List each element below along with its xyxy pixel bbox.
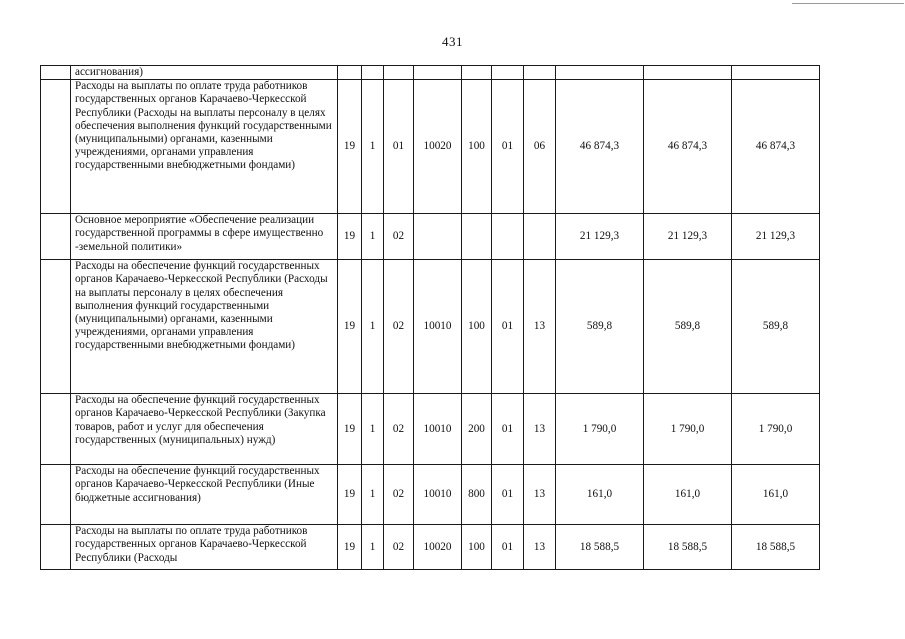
program-code: 19 bbox=[338, 80, 362, 214]
row-description: Расходы на обеспечение функций государственных органов Карачаево-Черкесской Республики (Расходы на выплаты персоналу в целях обеспечения выполнения функций государственными (муниципальными) органами, казенными учреждениями, органами управления государственными внебюджетными фондами) bbox=[71, 260, 338, 394]
main-measure-code: 02 bbox=[384, 525, 414, 570]
section-code bbox=[492, 214, 524, 260]
amount-year-3: 46 874,3 bbox=[732, 80, 820, 214]
direction-code: 10020 bbox=[414, 525, 462, 570]
amount-year-3: 18 588,5 bbox=[732, 525, 820, 570]
section-code bbox=[492, 66, 524, 80]
row-description: ассигнования) bbox=[71, 66, 338, 80]
amount-year-2: 21 129,3 bbox=[644, 214, 732, 260]
table-row bbox=[41, 214, 820, 260]
section-code: 01 bbox=[492, 80, 524, 214]
amount-year-1: 46 874,3 bbox=[556, 80, 644, 214]
amount-year-1: 161,0 bbox=[556, 465, 644, 525]
table-row bbox=[41, 465, 820, 525]
table-row bbox=[41, 394, 820, 465]
main-measure-code: 02 bbox=[384, 214, 414, 260]
expense-type-code: 100 bbox=[462, 525, 492, 570]
expense-type-code: 100 bbox=[462, 260, 492, 394]
scan-artifact-line bbox=[792, 3, 904, 4]
table-row bbox=[41, 80, 820, 214]
amount-year-1: 589,8 bbox=[556, 260, 644, 394]
direction-code: 10010 bbox=[414, 260, 462, 394]
row-description: Расходы на выплаты по оплате труда работников государственных органов Карачаево-Черкесской Республики (Расходы на выплаты персоналу в целях обеспечения выполнения функций государственными (муниципальными) органами, казенными учреждениями, органами управления государственными внебюджетными фондами) bbox=[71, 80, 338, 214]
subsection-code: 13 bbox=[524, 394, 556, 465]
subsection-code: 13 bbox=[524, 465, 556, 525]
direction-code bbox=[414, 66, 462, 80]
section-code: 01 bbox=[492, 260, 524, 394]
program-code: 19 bbox=[338, 214, 362, 260]
table-row bbox=[41, 260, 820, 394]
amount-year-3: 1 790,0 bbox=[732, 394, 820, 465]
row-index-cell bbox=[41, 260, 71, 394]
amount-year-1: 18 588,5 bbox=[556, 525, 644, 570]
budget-table bbox=[40, 65, 820, 570]
amount-year-2: 161,0 bbox=[644, 465, 732, 525]
subprogram-code: 1 bbox=[362, 394, 384, 465]
row-description: Расходы на обеспечение функций государственных органов Карачаево-Черкесской Республики (Иные бюджетные ассигнования) bbox=[71, 465, 338, 525]
subsection-code bbox=[524, 214, 556, 260]
main-measure-code: 02 bbox=[384, 465, 414, 525]
amount-year-2: 18 588,5 bbox=[644, 525, 732, 570]
amount-year-1: 1 790,0 bbox=[556, 394, 644, 465]
row-description: Основное мероприятие «Обеспечение реализации государственной программы в сфере имущественно -земельной политики» bbox=[71, 214, 338, 260]
subsection-code: 13 bbox=[524, 260, 556, 394]
program-code: 19 bbox=[338, 260, 362, 394]
subprogram-code: 1 bbox=[362, 260, 384, 394]
amount-year-2: 46 874,3 bbox=[644, 80, 732, 214]
subprogram-code: 1 bbox=[362, 214, 384, 260]
program-code: 19 bbox=[338, 465, 362, 525]
expense-type-code: 200 bbox=[462, 394, 492, 465]
main-measure-code: 02 bbox=[384, 260, 414, 394]
subprogram-code: 1 bbox=[362, 525, 384, 570]
program-code: 19 bbox=[338, 394, 362, 465]
section-code: 01 bbox=[492, 525, 524, 570]
subsection-code bbox=[524, 66, 556, 80]
amount-year-3: 161,0 bbox=[732, 465, 820, 525]
direction-code bbox=[414, 214, 462, 260]
table-row bbox=[41, 66, 820, 80]
direction-code: 10010 bbox=[414, 394, 462, 465]
amount-year-1 bbox=[556, 66, 644, 80]
subsection-code: 13 bbox=[524, 525, 556, 570]
amount-year-3 bbox=[732, 66, 820, 80]
row-index-cell bbox=[41, 66, 71, 80]
subprogram-code: 1 bbox=[362, 80, 384, 214]
main-measure-code: 01 bbox=[384, 80, 414, 214]
subsection-code: 06 bbox=[524, 80, 556, 214]
row-description: Расходы на выплаты по оплате труда работников государственных органов Карачаево-Черкесской Республики (Расходы bbox=[71, 525, 338, 570]
direction-code: 10010 bbox=[414, 465, 462, 525]
row-index-cell bbox=[41, 394, 71, 465]
program-code: 19 bbox=[338, 525, 362, 570]
row-description: Расходы на обеспечение функций государственных органов Карачаево-Черкесской Республики (Закупка товаров, работ и услуг для обеспечения государственных (муниципальных) нужд) bbox=[71, 394, 338, 465]
row-index-cell bbox=[41, 525, 71, 570]
expense-type-code: 100 bbox=[462, 80, 492, 214]
page-number: 431 bbox=[442, 34, 463, 49]
amount-year-3: 21 129,3 bbox=[732, 214, 820, 260]
section-code: 01 bbox=[492, 465, 524, 525]
subprogram-code bbox=[362, 66, 384, 80]
amount-year-2: 1 790,0 bbox=[644, 394, 732, 465]
amount-year-2 bbox=[644, 66, 732, 80]
subprogram-code: 1 bbox=[362, 465, 384, 525]
main-measure-code: 02 bbox=[384, 394, 414, 465]
row-index-cell bbox=[41, 214, 71, 260]
direction-code: 10020 bbox=[414, 80, 462, 214]
program-code bbox=[338, 66, 362, 80]
amount-year-3: 589,8 bbox=[732, 260, 820, 394]
section-code: 01 bbox=[492, 394, 524, 465]
expense-type-code: 800 bbox=[462, 465, 492, 525]
expense-type-code bbox=[462, 66, 492, 80]
amount-year-1: 21 129,3 bbox=[556, 214, 644, 260]
row-index-cell bbox=[41, 465, 71, 525]
table-row bbox=[41, 525, 820, 570]
main-measure-code bbox=[384, 66, 414, 80]
row-index-cell bbox=[41, 80, 71, 214]
amount-year-2: 589,8 bbox=[644, 260, 732, 394]
expense-type-code bbox=[462, 214, 492, 260]
